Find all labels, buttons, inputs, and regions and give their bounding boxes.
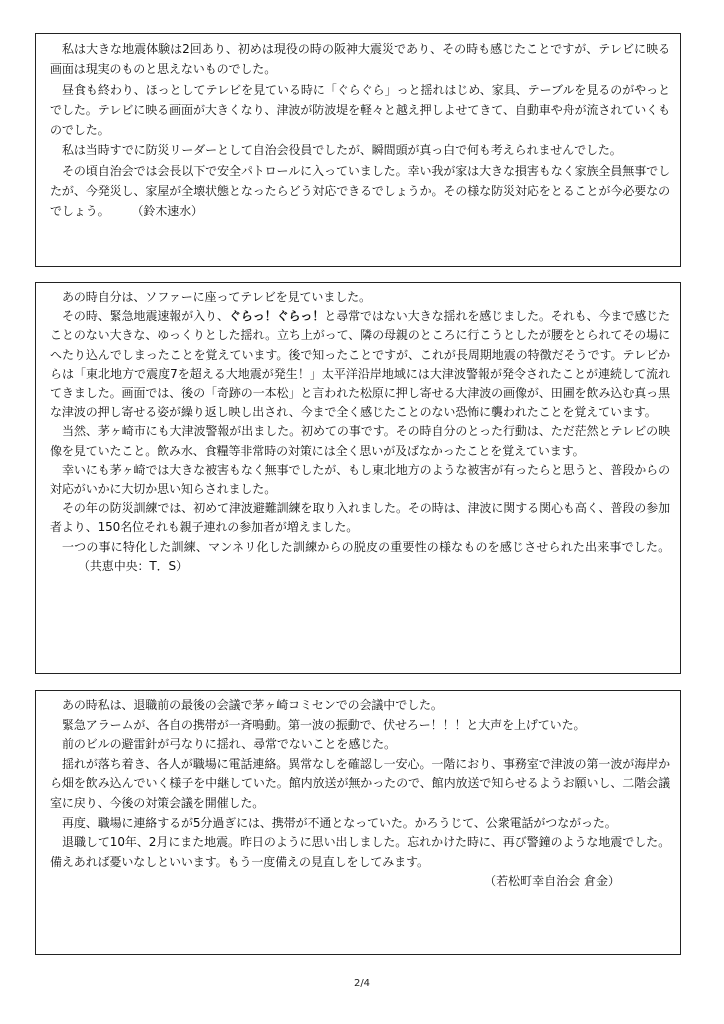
article3-paragraph-2: 緊急アラームが、各自の携帯が一斉鳴動。第一波の振動で、伏せろー！！！と大声を上げていた。 — [62, 717, 586, 732]
article3-paragraph-5: 再度、職場に連絡するが5分過ぎには、携帯が不通となっていた。かろうじて、公衆電話がつながった。 — [62, 815, 617, 830]
article1-paragraph-2: 昼食も終わり、ほっとしてテレビを見ている時に「ぐらぐら」っと揺れはじめ、家具、テーブルを見るのがやっとでした。テレビに映る画面が大きくなり、津波が防波堤を軽々と越え押しよせてきて、自動車や舟が流されていくものでした。 — [50, 82, 670, 138]
testimony-box-1 — [35, 33, 681, 267]
article2-paragraph-2-start: その時、緊急地震速報が入り、 — [62, 309, 229, 324]
article1-paragraph-4-text: その頃自治会では会長以下で安全パトロールに入っていました。幸い我が家は大きな損害もなく家族全員無事でしたが、今発災し、家屋が全壊状態となったらどう対応できるでしょうか。その様な防災対応をとることが今必要なのでしょう。 — [50, 163, 670, 219]
page-number: 2/4 — [353, 978, 371, 989]
article2-paragraph-3: 当然、茅ヶ崎市にも大津波警報が出ました。初めての事です。その時自分のとった行動は、ただ茫然とテレビの映像を見ていたこと。飲み水、食糧等非常時の対策には全く思いが及ばなかったことを覚えています。 — [50, 424, 670, 458]
article2-paragraph-5: その年の防災訓練では、初めて津波避難訓練を取り入れました。その時は、津波に関する関心も高く、普段の参加者より、150名位それも親子連れの参加者が増えました。 — [50, 501, 670, 535]
article3-paragraph-6: 退職して10年、2月にまた地震。昨日のように思い出しました。忘れかけた時に、再び警鐘のような地震でした。備えあれば憂いなしといいます。もう一度備えの見直しをしてみます。 — [50, 835, 670, 869]
article1-paragraph-3: 私は当時すでに防災リーダーとして自治会役員でしたが、瞬間頭が真っ白で何も考えられませんでした。 — [62, 143, 622, 158]
article1-paragraph-1: 私は大きな地震体験は2回あり、初めは現役の時の阪神大震災であり、その時も感じたことですが、テレビに映る画面は現実のものと思えないものでした。 — [50, 42, 670, 77]
article3-paragraph-3: 前のビルの避雷針が弓なりに揺れ、尋常でないことを感じた。 — [62, 737, 396, 752]
article3-paragraph-1: あの時私は、退職前の最後の会議で茅ヶ崎コミセンでの会議中でした。 — [62, 698, 443, 712]
testimony-box-2 — [35, 282, 681, 674]
article2-paragraph-6 — [50, 538, 670, 576]
article2-paragraph-2-rest: と尋常ではない大きな揺れを感じました。それも、今まで感じたことのない大きな、ゆっくりとした揺れ。立ち上がって、隣の母親のところに行こうとしたが腰をとられてその場にへたり込んでしまったことを覚えています。後で知ったことですが、これが長周期地震の特徴だそうです。テレビからは「東北地方で震度7を超える大地震が発生！」太平洋沿岸地域には大津波警報が発令されたことが連続して流れてきました。画面では、後の「奇跡の一本松」と言われた松原に押し寄せる大津波の画像が、田圃を飲み込む真っ黒な津波の押し寄せる姿が繰り返し映し出され、今まで全く感じたことのない恐怖に襲われたことを覚えています。 — [50, 309, 670, 420]
article2-paragraph-1: あの時自分は、ソファーに座ってテレビを見ていました。 — [62, 290, 371, 304]
article2-emphasis: ぐらっ！ぐらっ！ — [228, 309, 325, 324]
article3-paragraph-4: 揺れが落ち着き、各人が職場に電話連絡。異常なしを確認し一安心。一階におり、事務室で津波の第一波が海岸から畑を飲み込んでいく様子を中継していた。館内放送が無かったので、館内放送で知らせるようお願いし、二階会議室に戻り、今後の対策会議を開催した。 — [50, 756, 670, 810]
article1-paragraph-4 — [50, 161, 670, 222]
testimony-box-3 — [35, 690, 681, 955]
article1-author: （鈴木速水） — [137, 204, 203, 219]
article3-author: （若松町幸自治会 倉金） — [484, 874, 620, 889]
article2-paragraph-4: 幸いにも茅ヶ崎では大きな被害もなく無事でしたが、もし東北地方のような被害が有ったらと思うと、普段からの対応がいかに大切か思い知らされました。 — [50, 462, 670, 497]
article2-paragraph-2 — [50, 307, 670, 422]
article2-author: （共恵中央：T．S） — [78, 558, 188, 573]
article2-paragraph-6-text: 一つの事に特化した訓練、マンネリ化した訓練からの脱皮の重要性の様なものを感じさせられた出来事でした。 — [62, 539, 670, 554]
